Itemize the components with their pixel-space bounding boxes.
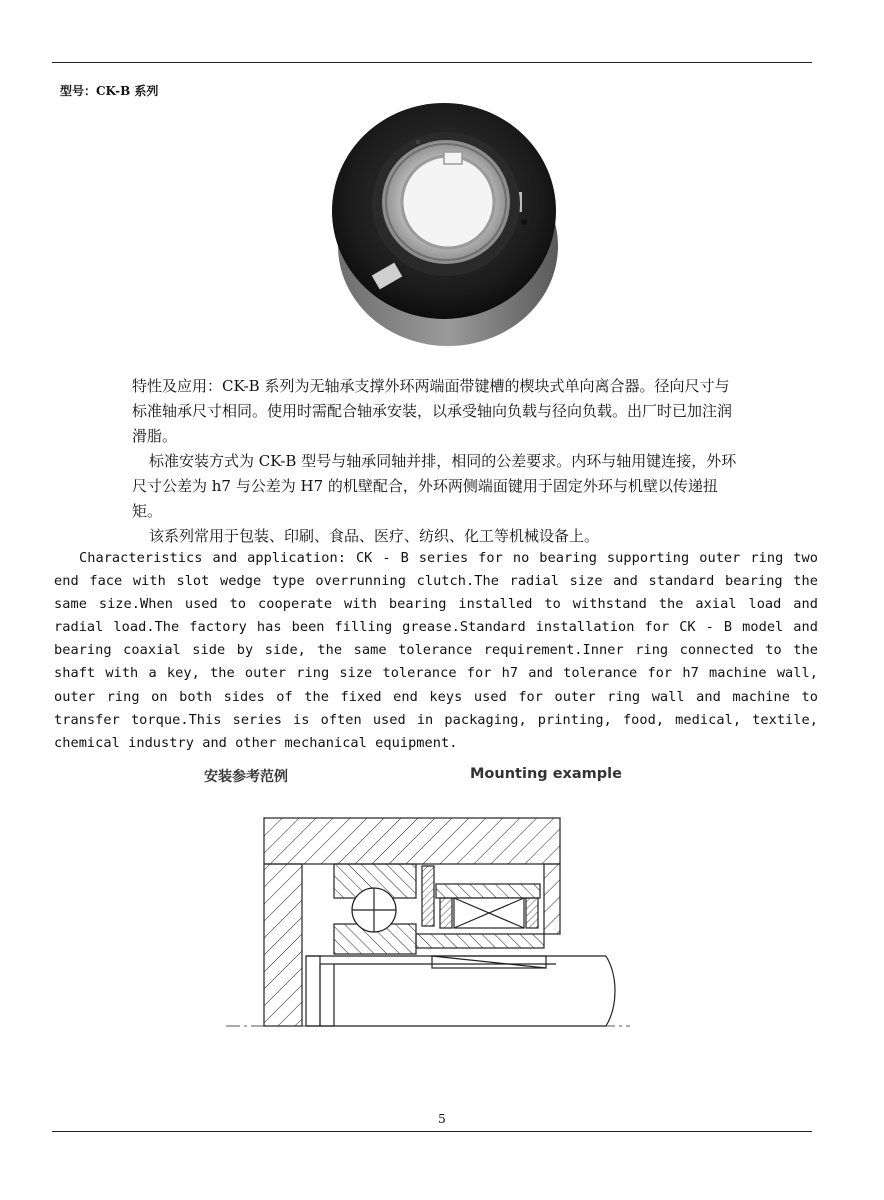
description-cn-paragraph: 标准安装方式为 CK-B 型号与轴承同轴并排，相同的公差要求。内环与轴用键连接，外环尺寸公差为 h7 与公差为 H7 的机壁配合，外环两侧端面键用于固定外环与机壁以传递扭矩。 xyxy=(132,452,737,520)
description-english xyxy=(54,547,818,755)
figure-caption-chinese: 安装参考范例 xyxy=(204,769,288,785)
figure-caption-english: Mounting example xyxy=(470,766,622,782)
page-number: 5 xyxy=(438,1112,446,1126)
description-cn-paragraph: 该系列常用于包装、印刷、食品、医疗、纺织、化工等机械设备上。 xyxy=(149,527,600,545)
description-chinese xyxy=(132,374,742,549)
description-en-paragraph: Characteristics and application: CK - B series for no bearing supporting outer ring two end face with slot wedge type overrunning clutch.The radial size and standard bearing the same size.When used to cooperate with bearing installed to withstand the axial load and radial load.The factory has been filling grease.Standard installation for CK - B model and bearing coaxial side by side, the same tolerance requirement.Inner ring connected to the shaft with a key, the outer ring size tolerance for h7 and tolerance for h7 machine wall, outer ring on both sides of the fixed end keys used for outer ring wall and machine to transfer torque.This series is often used in packaging, printing, food, medical, textile, chemical industry and other mechanical equipment. xyxy=(54,550,818,751)
clutch-bearing-photo xyxy=(326,96,562,350)
description-cn-paragraph: 特性及应用：CK-B 系列为无轴承支撑外环两端面带键槽的楔块式单向离合器。径向尺寸与标准轴承尺寸相同。使用时需配合轴承安装，以承受轴向负载与径向负载。出厂时已加注润滑脂。 xyxy=(132,377,733,445)
header-rule xyxy=(52,62,812,63)
footer-rule xyxy=(52,1131,812,1132)
model-series-label: 型号：CK-B 系列 xyxy=(60,84,159,98)
mounting-cross-section-drawing xyxy=(226,806,630,1038)
